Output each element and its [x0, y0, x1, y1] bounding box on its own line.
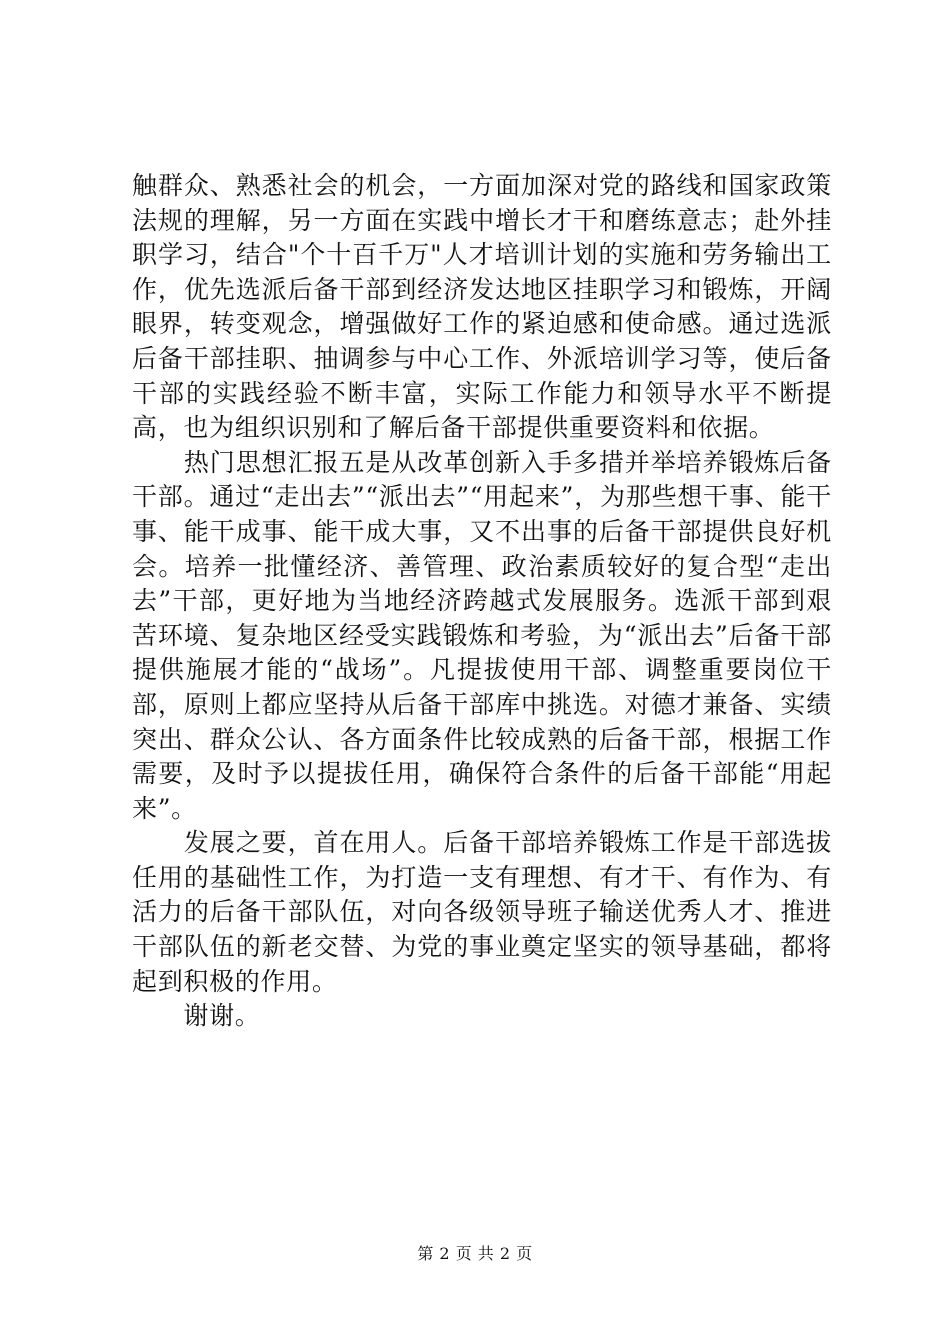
- paragraph-continuation: 触群众、熟悉社会的机会，一方面加深对党的路线和国家政策法规的理解，另一方面在实践中增长才干和磨练意志；赴外挂职学习，结合"个十百千万"人才培训计划的实施和劳务输出工作，优先选派后备干部到经济发达地区挂职学习和锻炼，开阔眼界，转变观念，增强做好工作的紧迫感和使命感。通过选派后备干部挂职、抽调参与中心工作、外派培训学习等，使后备干部的实践经验不断丰富，实际工作能力和领导水平不断提高，也为组织识别和了解后备干部提供重要资料和依据。: [132, 171, 832, 443]
- document-body: [132, 169, 832, 1034]
- paragraph-reform-innovation: 热门思想汇报五是从改革创新入手多措并举培养锻炼后备干部。通过“走出去”“派出去”“用起来”，为那些想干事、能干事、能干成事、能干成大事，又不出事的后备干部提供良好机会。培养一批懂经济、善管理、政治素质较好的复合型“走出去”干部，更好地为当地经济跨越式发展服务。选派干部到艰苦环境、复杂地区经受实践锻炼和考验，为“派出去”后备干部提供施展才能的“战场”。凡提拔使用干部、调整重要岗位干部，原则上都应坚持从后备干部库中挑选。对德才兼备、实绩突出、群众公认、各方面条件比较成熟的后备干部，根据工作需要，及时予以提拔任用，确保符合条件的后备干部能“用起来”。: [132, 447, 832, 823]
- paragraph-thanks: 谢谢。: [132, 1001, 261, 1031]
- paragraph-development: 发展之要，首在用人。后备干部培养锻炼工作是干部选拔任用的基础性工作，为打造一支有理想、有才干、有作为、有活力的后备干部队伍，对向各级领导班子输送优秀人才、推进干部队伍的新老交替、为党的事业奠定坚实的领导基础，都将起到积极的作用。: [132, 828, 832, 996]
- page-number-footer: 第 2 页 共 2 页: [417, 1244, 533, 1263]
